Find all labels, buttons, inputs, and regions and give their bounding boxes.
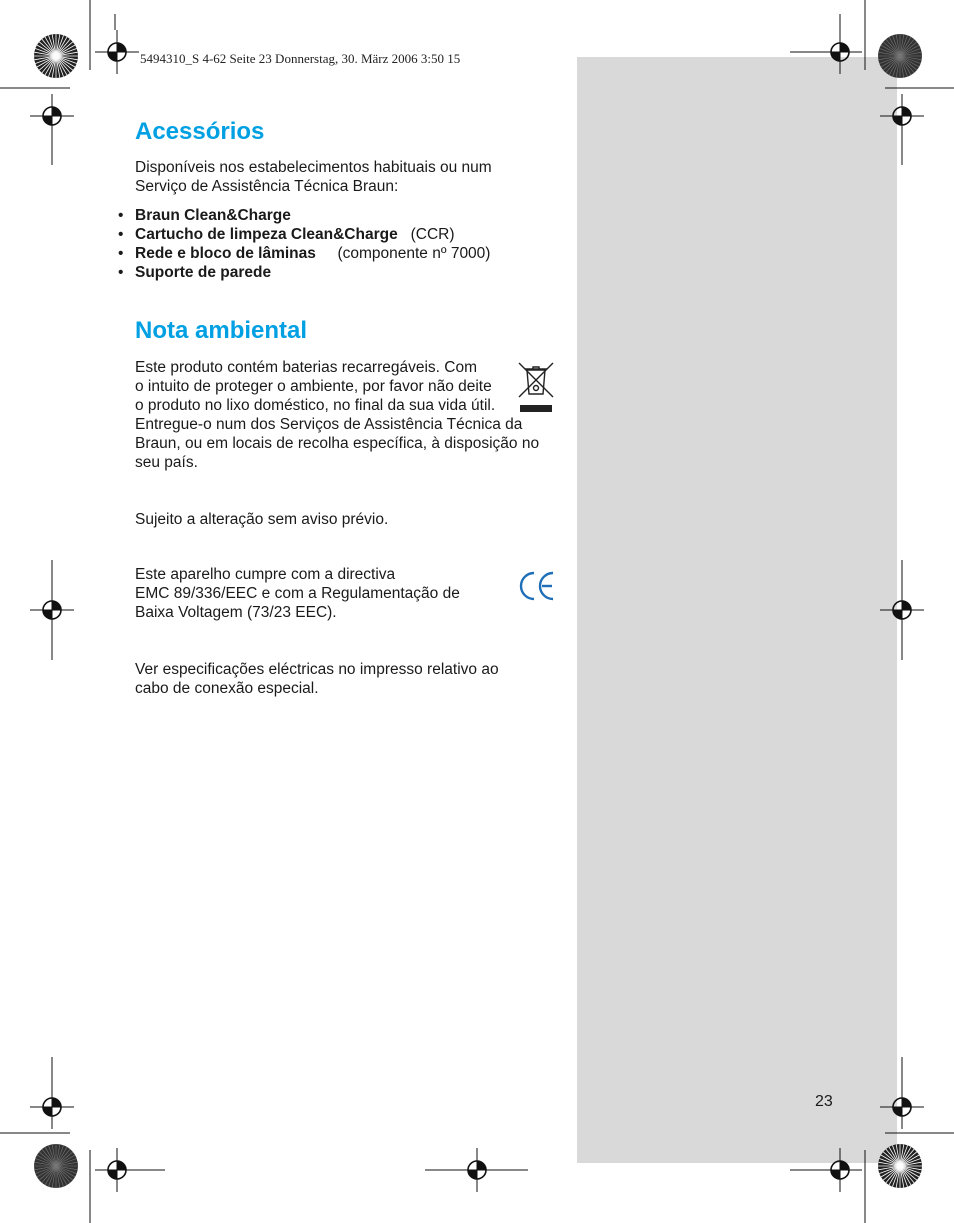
change-notice: Sujeito a alteração sem aviso prévio.	[135, 511, 389, 528]
sunburst-target-icon	[877, 1143, 923, 1189]
list-item: • Cartucho de limpeza Clean&Charge (CCR)	[118, 226, 455, 243]
accessories-heading: Acessórios	[135, 118, 265, 145]
accessories-intro-line2: Serviço de Assistência Técnica Braun:	[135, 178, 399, 195]
environment-text: Este produto contém baterias recarregáveis. Com o intuito de proteger o ambiente, por favor não deite o produto no lixo doméstico, no final da sua vida útil. Entregue-o num dos Serviços de Assistência Técnica da Braun, ou em locais de recolha específica, à disposição no seu país.	[135, 359, 540, 471]
page-number: 23	[815, 1093, 833, 1110]
electrical-specs-note: Ver especificações eléctricas no impresso relativo ao cabo de conexão especial.	[135, 661, 499, 697]
sunburst-target-icon	[877, 33, 923, 79]
directive-text: Este aparelho cumpre com a directiva EMC 89/336/EEC e com a Regulamentação de Baixa Voltagem (73/23 EEC).	[135, 566, 460, 621]
list-item: • Suporte de parede	[118, 264, 272, 281]
sunburst-target-icon	[33, 33, 79, 79]
print-header: 5494310_S 4-62 Seite 23 Donnerstag, 30. März 2006 3:50 15	[140, 51, 461, 66]
sunburst-target-icon	[33, 1143, 79, 1189]
environment-heading: Nota ambiental	[135, 317, 308, 344]
accessories-intro-line1: Disponíveis nos estabelecimentos habituais ou num	[135, 159, 492, 176]
list-item: • Braun Clean&Charge	[118, 207, 291, 224]
list-item: • Rede e bloco de lâminas (componente nº 7000)	[118, 245, 491, 262]
